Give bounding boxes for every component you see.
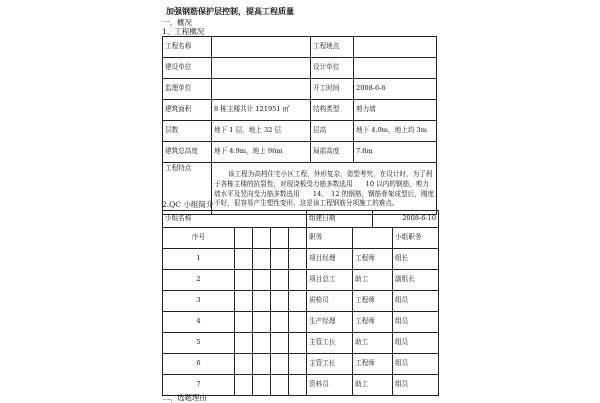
- table-row: 2 项目总工 助工 副组长: [163, 270, 439, 291]
- label-start-date: 开工时间: [311, 79, 354, 100]
- label-local-height: 局部高度: [311, 142, 354, 163]
- label-floor-height: 层高: [311, 121, 354, 142]
- label-construction-unit: 建设单位: [163, 58, 212, 79]
- section-qc-intro: 2.QC 小组简介: [162, 200, 214, 209]
- table-row: [163, 37, 437, 58]
- table-row: [163, 58, 437, 79]
- table-row: [163, 79, 437, 100]
- label-floor-area: 建筑面积: [163, 100, 212, 121]
- value-local-height: 7.8m: [354, 142, 437, 163]
- section-overview: 一、概况: [162, 18, 192, 27]
- label-group-name: 小组名称: [163, 211, 307, 228]
- table-row: 1 项目经理 工程师 组长: [163, 249, 439, 270]
- header-seq: 序号: [163, 228, 235, 249]
- table-row: [163, 211, 439, 228]
- section-topic-reason: 二、选题理由: [162, 393, 207, 402]
- table-row: [163, 228, 439, 249]
- label-supervision-unit: 监理单位: [163, 79, 212, 100]
- table-row: 4 生产经理 工程师 组员: [163, 312, 439, 333]
- value-supervision-unit: [212, 79, 311, 100]
- value-project-location: [354, 37, 437, 58]
- value-floor-area: 8 栋主楼共计 121951 ㎡: [212, 100, 311, 121]
- table-row: 5 主管工长 助工 组员: [163, 333, 439, 354]
- project-features-cell: [212, 163, 437, 215]
- label-project-features: 工程特点: [163, 163, 212, 215]
- label-structure-type: 结构类型: [311, 100, 354, 121]
- value-floors: 地下 1 层，地上 32 层: [212, 121, 311, 142]
- value-structure-type: 剪力墙: [354, 100, 437, 121]
- value-floor-height: 地下 4.9m，地上均 3m: [354, 121, 437, 142]
- label-total-height: 建筑总高度: [163, 142, 212, 163]
- value-project-name: [212, 37, 311, 58]
- table-row: [163, 100, 437, 121]
- table-row: [163, 142, 437, 163]
- label-design-unit: 设计单位: [311, 58, 354, 79]
- header-title: [353, 228, 393, 249]
- label-setup-date: 组建日期: [307, 211, 373, 228]
- table-row: [163, 121, 437, 142]
- table-row: 3 质检员 工程师 组员: [163, 291, 439, 312]
- label-project-location: 工程地点: [311, 37, 354, 58]
- document-title: 加强钢筋保护层控制，提高工程质量: [166, 6, 294, 16]
- project-overview-table: [162, 36, 437, 215]
- table-row: 6 主管工长 工程师 组员: [163, 354, 439, 375]
- value-design-unit: [354, 58, 437, 79]
- table-row: 7 资料员 助工 组员: [163, 375, 439, 396]
- project-features-text: 该工程为高档住宅小区工程，外形复杂，造型考究，在设计时，为了利于各栋主楼的抗裂性，对现浇板受力筋多数选用 10 以内的钢筋，剪力墙水平及竖向受力筋多数选用 14、 12 的钢筋，钢筋骨架成型后，刚度不好，很容易产生塑性变形，这是该工程钢筋分项施工的难点。: [214, 170, 434, 208]
- section-project-overview: 1、工程概况: [162, 27, 205, 36]
- value-total-height: 地下 4.9m，地上 96m: [212, 142, 311, 163]
- value-construction-unit: [212, 58, 311, 79]
- header-group-role: 小组职务: [393, 228, 439, 249]
- label-project-name: 工程名称: [163, 37, 212, 58]
- label-floors: 层数: [163, 121, 212, 142]
- value-setup-date: 2008-6-10: [373, 211, 439, 228]
- qc-group-table: [162, 210, 439, 396]
- header-role: 职务: [307, 228, 353, 249]
- value-start-date: 2008-6-6: [354, 79, 437, 100]
